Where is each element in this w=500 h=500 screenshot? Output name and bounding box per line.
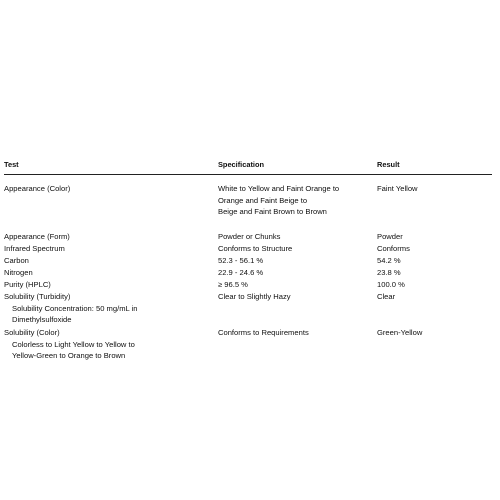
- cell-specification-line: ≥ 96.5 %: [218, 280, 248, 289]
- specification-table: [4, 158, 492, 361]
- table-row: [4, 279, 492, 291]
- cell-test: [4, 327, 209, 362]
- cell-specification-line: 52.3 - 56.1 %: [218, 256, 264, 265]
- header-divider: [4, 174, 492, 175]
- cell-specification: [218, 267, 378, 279]
- cell-test: [4, 183, 209, 195]
- cell-result: [377, 231, 492, 243]
- cell-test-line: Solubility (Turbidity): [4, 292, 71, 301]
- cell-test: [4, 231, 209, 243]
- header-test: Test: [4, 160, 19, 169]
- table-row: [4, 183, 492, 229]
- cell-result-line: 23.8 %: [377, 268, 401, 277]
- cell-test-note-line: Colorless to Light Yellow to Yellow to: [12, 339, 135, 349]
- cell-specification: [218, 243, 378, 255]
- table-row: [4, 327, 492, 363]
- cell-result: [377, 291, 492, 303]
- cell-specification: [218, 183, 378, 218]
- cell-test-note-line: Solubility Concentration: 50 mg/mL in: [12, 303, 138, 313]
- cell-specification-line: Conforms to Requirements: [218, 328, 309, 337]
- table-header-row: [4, 158, 492, 172]
- cell-specification-line: Conforms to Structure: [218, 244, 293, 253]
- table-row: [4, 291, 492, 327]
- cell-result: [377, 267, 492, 279]
- table-row: [4, 243, 492, 255]
- cell-test-note-line: Dimethylsulfoxide: [12, 315, 72, 325]
- cell-specification: [218, 291, 378, 303]
- header-result: Result: [377, 160, 400, 169]
- cell-result: [377, 183, 492, 195]
- cell-result-line: Powder: [377, 232, 403, 241]
- cell-specification: [218, 279, 378, 291]
- cell-result-line: Faint Yellow: [377, 184, 418, 193]
- cell-test-line: Nitrogen: [4, 268, 33, 277]
- cell-test-line: Appearance (Color): [4, 184, 71, 193]
- cell-specification-line: Clear to Slightly Hazy: [218, 292, 291, 301]
- cell-result: [377, 327, 492, 339]
- cell-test-line: Carbon: [4, 256, 29, 265]
- cell-result: [377, 255, 492, 267]
- cell-result: [377, 243, 492, 255]
- cell-test-line: Solubility (Color): [4, 328, 60, 337]
- cell-test: [4, 255, 209, 267]
- cell-specification: [218, 327, 378, 339]
- cell-test: [4, 279, 209, 291]
- cell-specification: [218, 231, 378, 243]
- cell-test: [4, 267, 209, 279]
- cell-specification-line: White to Yellow and Faint Orange to: [218, 184, 340, 193]
- cell-specification-note-line: Beige and Faint Brown to Brown: [218, 207, 327, 217]
- table-row: [4, 231, 492, 243]
- cell-specification: [218, 255, 378, 267]
- table-row: [4, 267, 492, 279]
- cell-test: [4, 243, 209, 255]
- cell-result-line: Green-Yellow: [377, 328, 423, 337]
- header-specification: Specification: [218, 160, 264, 169]
- cell-result-line: Clear: [377, 292, 396, 301]
- cell-test: [4, 291, 209, 326]
- cell-test-line: Appearance (Form): [4, 232, 70, 241]
- cell-result-line: 54.2 %: [377, 256, 401, 265]
- cell-specification-line: 22.9 - 24.6 %: [218, 268, 264, 277]
- cell-test-line: Purity (HPLC): [4, 280, 51, 289]
- cell-result-line: 100.0 %: [377, 280, 405, 289]
- table-row: [4, 255, 492, 267]
- cell-test-line: Infrared Spectrum: [4, 244, 65, 253]
- cell-result: [377, 279, 492, 291]
- cell-specification-line: Powder or Chunks: [218, 232, 281, 241]
- cell-specification-note-line: Orange and Faint Beige to: [218, 195, 308, 205]
- cell-test-note-line: Yellow-Green to Orange to Brown: [12, 351, 126, 361]
- cell-result-line: Conforms: [377, 244, 410, 253]
